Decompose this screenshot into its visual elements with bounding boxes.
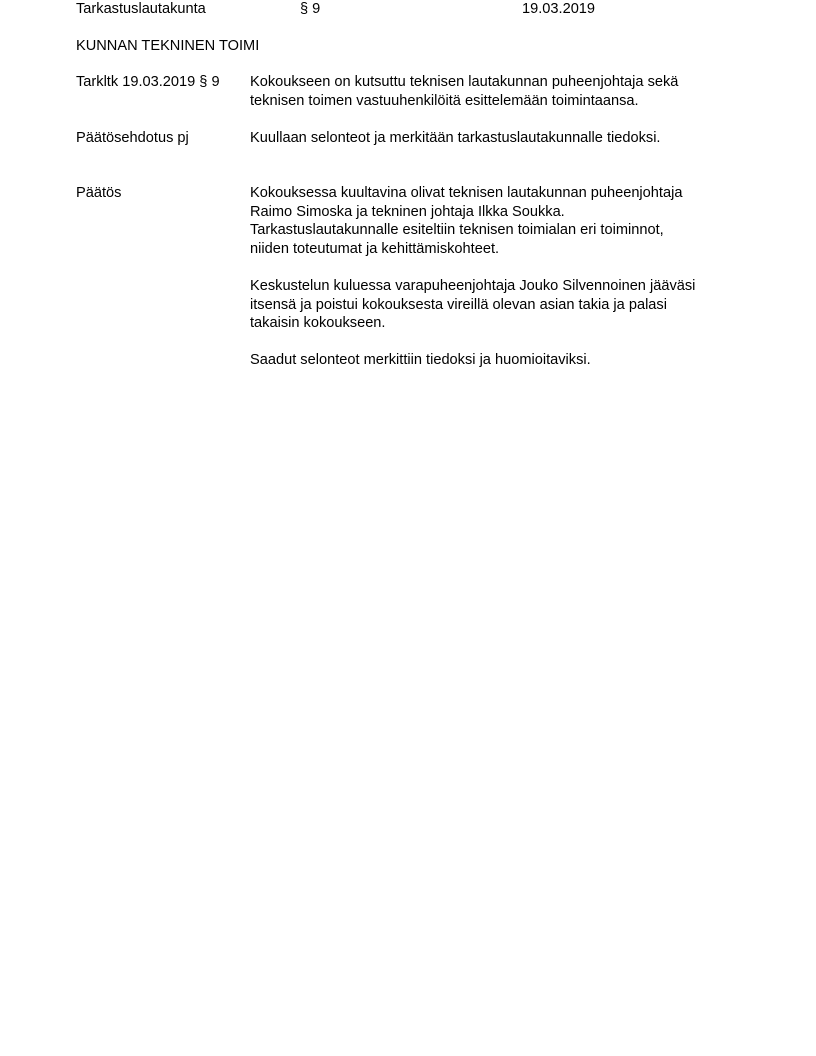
row-paragraph: Kokoukseen on kutsuttu teknisen lautakunnan puheenjohtaja sekä teknisen toimen vastuuhenkilöitä esittelemään toimintaansa. (250, 74, 679, 109)
header-organization: Tarkastuslautakunta (76, 1, 206, 17)
row-label: Päätösehdotus pj (76, 130, 189, 146)
row-label: Päätös (76, 185, 122, 201)
section-title: KUNNAN TEKNINEN TOIMI (76, 38, 260, 54)
row-paragraph: Kuullaan selonteot ja merkitään tarkastuslautakunnalle tiedoksi. (250, 130, 661, 146)
row-paragraph: Saadut selonteot merkittiin tiedoksi ja huomioitaviksi. (250, 352, 591, 369)
row-paragraph: Kokouksessa kuultavina olivat teknisen lautakunnan puheenjohtaja Raimo Simoska ja tekninen johtaja Ilkka Soukka. Tarkastuslautakunnalle esiteltiin teknisen toimialan eri toiminnot, niiden toteutumat ja kehittämiskohteet. (250, 185, 683, 257)
row-label: Tarkltk 19.03.2019 § 9 (76, 74, 220, 90)
row-text (250, 73, 750, 110)
header-date: 19.03.2019 (522, 1, 596, 17)
row-text (250, 184, 750, 370)
header-paragraph-number: § 9 (300, 1, 321, 17)
row-text (250, 129, 750, 148)
row-paragraph: Keskustelun kuluessa varapuheenjohtaja Jouko Silvennoinen jääväsi itsensä ja poistui kokouksesta vireillä olevan asian takia ja palasi takaisin kokoukseen. (250, 277, 696, 332)
